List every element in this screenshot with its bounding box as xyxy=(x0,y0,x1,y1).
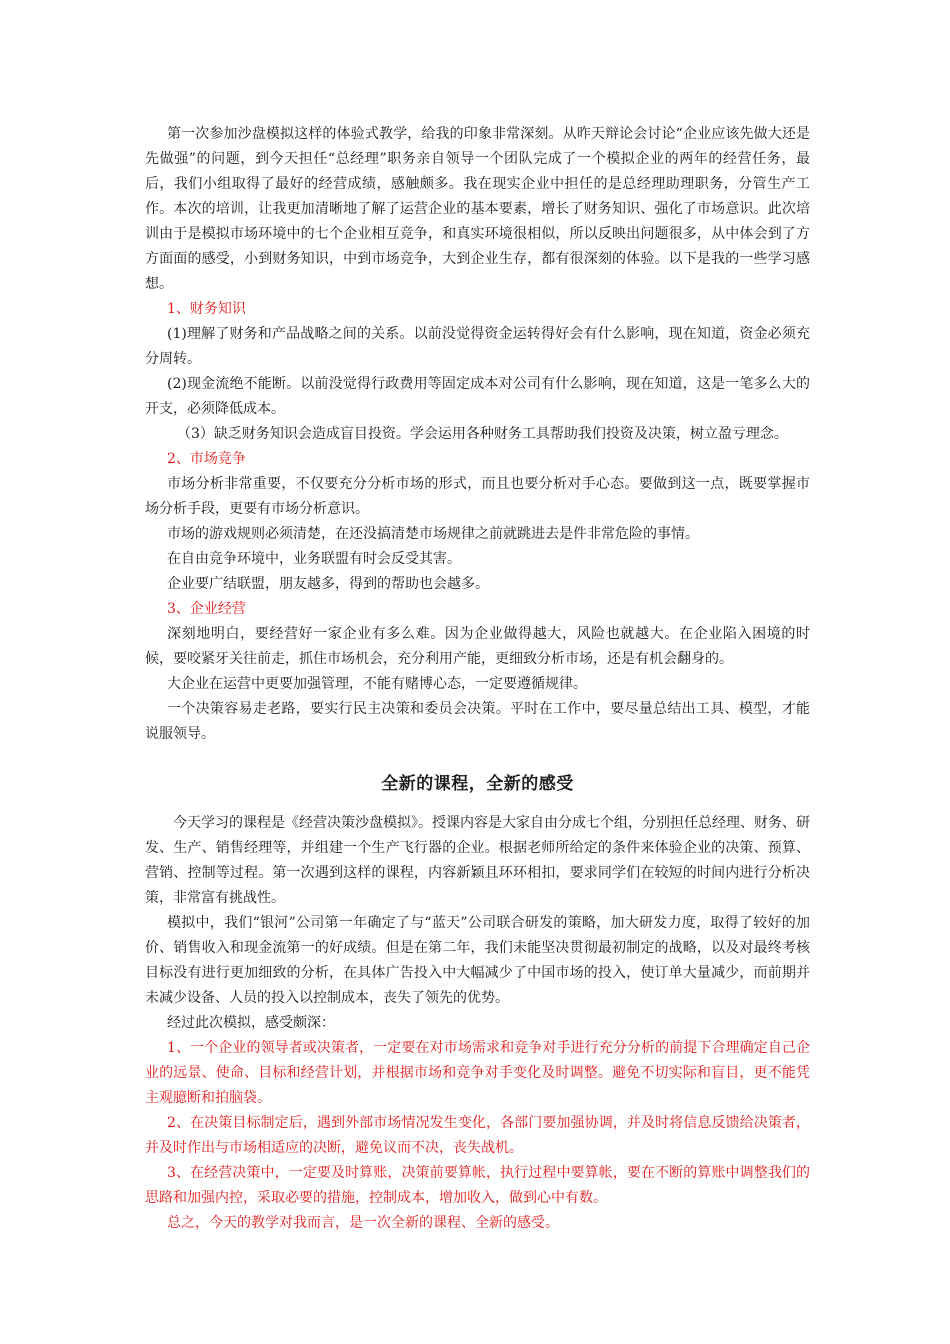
business-point-3: 一个决策容易走老路，要实行民主决策和委员会决策。平时在工作中，要尽量总结出工具、模型，才能说服领导。 xyxy=(145,701,810,742)
finance-point-1: (1)理解了财务和产品战略之间的关系。以前没觉得资金运转得好会有什么影响，现在知道，资金必须充分周转。 xyxy=(145,326,810,367)
reflection-lead: 经过此次模拟，感受颇深： xyxy=(167,1015,335,1031)
lesson-2: 2、在决策目标制定后，遇到外部市场情况发生变化，各部门要加强协调，并及时将信息反馈给决策者，并及时作出与市场相适应的决断，避免议而不决，丧失战机。 xyxy=(145,1115,810,1156)
heading-finance: 1、财务知识 xyxy=(167,301,246,317)
market-point-4: 企业要广结联盟，朋友越多，得到的帮助也会越多。 xyxy=(167,576,489,592)
lesson-1: 1、一个企业的领导者或决策者，一定要在对市场需求和竞争对手进行充分分析的前提下合理确定自己企业的远景、使命、目标和经营计划，并根据市场和竞争对手变化及时调整。避免不切实际和盲目，更不能凭主观臆断和拍脑袋。 xyxy=(145,1040,810,1106)
lesson-3: 3、在经营决策中，一定要及时算账，决策前要算帐，执行过程中要算帐，要在不断的算账中调整我们的思路和加强内控，采取必要的措施，控制成本，增加收入，做到心中有数。 xyxy=(145,1165,810,1206)
conclusion: 总之，今天的教学对我而言，是一次全新的课程、全新的感受。 xyxy=(167,1215,559,1231)
finance-point-2: (2)现金流绝不能断。以前没觉得行政费用等固定成本对公司有什么影响，现在知道，这是一笔多么大的开支，必须降低成本。 xyxy=(145,376,810,417)
business-point-1: 深刻地明白，要经营好一家企业有多么难。因为企业做得越大，风险也就越大。在企业陷入困境的时候，要咬紧牙关往前走，抓住市场机会，充分利用产能，更细致分析市场，还是有机会翻身的。 xyxy=(145,626,810,667)
market-point-1: 市场分析非常重要，不仅要充分分析市场的形式，而且也要分析对手心态。要做到这一点，既要掌握市场分析手段，更要有市场分析意识。 xyxy=(145,476,810,517)
heading-market: 2、市场竞争 xyxy=(167,451,246,467)
heading-business: 3、企业经营 xyxy=(167,601,246,617)
simulation-paragraph: 模拟中，我们“银河”公司第一年确定了与“蓝天”公司联合研发的策略，加大研发力度，取得了较好的加价、销售收入和现金流第一的好成绩。但是在第二年，我们未能坚决贯彻最初制定的战略，以及对最终考核目标没有进行更加细致的分析，在具体广告投入中大幅减少了中国市场的投入，使订单大量减少，而前期并未减少设备、人员的投入以控制成本，丧失了领先的优势。 xyxy=(145,915,810,1006)
business-point-2: 大企业在运营中更要加强管理，不能有赌博心态，一定要遵循规律。 xyxy=(167,676,587,692)
course-paragraph: 今天学习的课程是《经营决策沙盘模拟》。授课内容是大家自由分成七个组，分别担任总经理、财务、研发、生产、销售经理等，并组建一个生产飞行器的企业。根据老师所给定的条件来体验企业的决策、预算、营销、控制等过程。第一次遇到这样的课程，内容新颖且环环相扣，要求同学们在较短的时间内进行分析决策，非常富有挑战性。 xyxy=(145,815,810,906)
market-point-3: 在自由竞争环境中，业务联盟有时会反受其害。 xyxy=(167,551,461,567)
section-title: 全新的课程，全新的感受 xyxy=(381,774,574,794)
finance-point-3: （3）缺乏财务知识会造成盲目投资。学会运用各种财务工具帮助我们投资及决策，树立盈亏理念。 xyxy=(177,426,788,442)
document-page xyxy=(145,122,810,1236)
market-point-2: 市场的游戏规则必须清楚，在还没搞清楚市场规律之前就跳进去是件非常危险的事情。 xyxy=(167,526,699,542)
intro-paragraph: 第一次参加沙盘模拟这样的体验式教学，给我的印象非常深刻。从昨天辩论会讨论“企业应该先做大还是先做强”的问题，到今天担任“总经理”职务亲自领导一个团队完成了一个模拟企业的两年的经营任务，最后，我们小组取得了最好的经营成绩，感触颇多。我在现实企业中担任的是总经理助理职务，分管生产工作。本次的培训，让我更加清晰地了解了运营企业的基本要素，增长了财务知识、强化了市场意识。此次培训由于是模拟市场环境中的七个企业相互竞争，和真实环境很相似，所以反映出问题很多，从中体会到了方方面面的感受，小到财务知识，中到市场竞争，大到企业生存，都有很深刻的体验。以下是我的一些学习感想。 xyxy=(145,126,810,292)
